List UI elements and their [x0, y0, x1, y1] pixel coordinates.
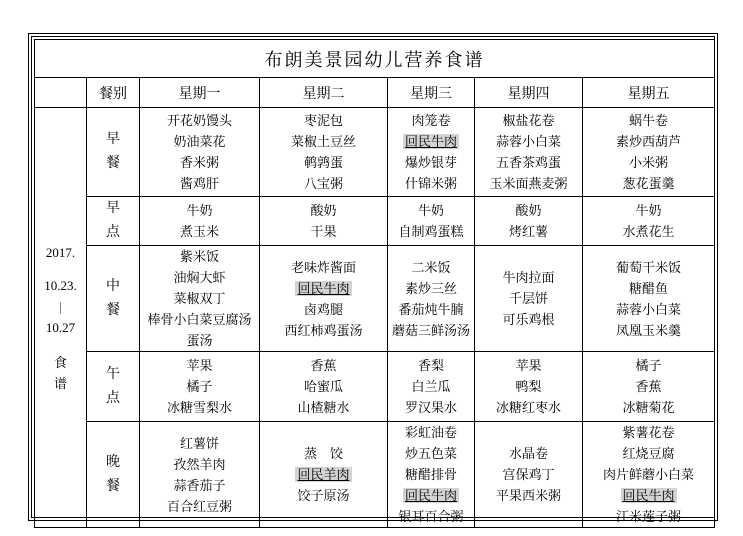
menu-item: 奶油菜花 — [173, 134, 226, 149]
menu-item: 蘑菇三鲜汤汤 — [391, 322, 470, 338]
menu-item — [260, 464, 387, 485]
menu-item: 苹果 — [515, 358, 542, 373]
corner-cell — [35, 78, 87, 108]
menu-item: 素炒三丝 — [404, 280, 457, 296]
menu-item: 香梨 — [417, 358, 444, 373]
menu-item: 哈蜜瓜 — [303, 379, 343, 394]
col-header-tuesday: 星期二 — [260, 78, 388, 108]
menu-cell-lunch-day4 — [475, 246, 583, 352]
menu-row-afternoon-snack — [35, 352, 715, 422]
menu-item-highlighted: 回民牛肉 — [297, 280, 350, 296]
menu-item: 蜗牛卷 — [629, 113, 669, 128]
period-line: 2017. — [45, 244, 76, 260]
menu-item: 香蕉 — [310, 358, 337, 373]
menu-cell-afternoon-snack-day4 — [475, 352, 583, 422]
menu-item: 肉片鲜蘑小白菜 — [603, 467, 695, 482]
menu-item: 葱花蛋羹 — [622, 176, 675, 191]
menu-cell-breakfast-day1 — [140, 108, 260, 197]
menu-item — [260, 278, 387, 299]
header-row — [35, 78, 715, 108]
menu-item: 冰糖雪梨水 — [166, 400, 232, 415]
menu-item: 鹌鹑蛋 — [303, 155, 343, 170]
menu-item: 橘子 — [635, 358, 662, 373]
menu-item-highlighted: 回民牛肉 — [404, 488, 457, 503]
menu-item: 蛋汤 — [186, 333, 213, 348]
meal-label-char: 中 — [106, 278, 120, 294]
menu-cell-breakfast-day5 — [583, 108, 715, 197]
menu-item-highlighted: 回民牛肉 — [622, 488, 675, 503]
meal-label-char: 餐 — [106, 302, 120, 318]
menu-item: 番茄炖牛腩 — [398, 301, 464, 317]
menu-item: 香蕉 — [635, 379, 662, 394]
col-header-wednesday: 星期三 — [388, 78, 475, 108]
menu-item: 椒盐花卷 — [502, 113, 555, 128]
meal-label-afternoon-snack — [87, 352, 140, 422]
menu-item: 小米粥 — [629, 155, 669, 170]
menu-item: 开花奶馒头 — [166, 113, 232, 128]
meal-label-char: 午 — [106, 366, 120, 382]
menu-item: 八宝粥 — [303, 176, 343, 191]
menu-item: 水煮花生 — [622, 224, 675, 239]
menu-item: 蒸 饺 — [303, 446, 343, 461]
menu-item: 肉笼卷 — [411, 113, 451, 128]
menu-item: 宫保鸡丁 — [502, 467, 555, 482]
menu-item: 牛奶 — [635, 203, 662, 218]
menu-item: 孜然羊肉 — [173, 456, 226, 472]
col-header-thursday: 星期四 — [475, 78, 583, 108]
menu-cell-morning-snack-day3 — [388, 197, 475, 246]
menu-item: 素炒西葫芦 — [616, 134, 682, 149]
menu-item: 枣泥包 — [303, 113, 343, 128]
menu-item: 蒜蓉小白菜 — [495, 134, 561, 149]
menu-cell-dinner-day1 — [140, 422, 260, 528]
menu-item: 牛奶 — [186, 203, 213, 218]
menu-item: 银耳百合粥 — [398, 509, 464, 524]
menu-row-morning-snack — [35, 197, 715, 246]
menu-item: 平果西米粥 — [495, 488, 561, 503]
menu-item: 蒜蓉小白菜 — [616, 301, 682, 317]
menu-item: 老味炸酱面 — [290, 259, 356, 275]
menu-cell-dinner-day5 — [583, 422, 715, 528]
page-frame-inner — [31, 36, 715, 524]
menu-item: 什锦米粥 — [404, 176, 457, 191]
menu-item: 红烧豆腐 — [622, 446, 675, 461]
menu-item: 红薯饼 — [179, 435, 219, 451]
menu-item: 罗汉果水 — [404, 400, 457, 415]
page-frame — [28, 33, 718, 524]
menu-item: 炒五色菜 — [404, 446, 457, 461]
meal-label-char: 餐 — [106, 478, 120, 494]
menu-item: 山楂糖水 — [297, 400, 350, 415]
menu-cell-afternoon-snack-day3 — [388, 352, 475, 422]
period-line: 10.23. — [44, 277, 77, 293]
menu-item: 卤鸡腿 — [303, 301, 343, 317]
period-line: 食 — [53, 354, 67, 370]
menu-item: 紫米饭 — [179, 249, 219, 264]
menu-item: 酱鸡肝 — [179, 176, 219, 191]
menu-item: 煮玉米 — [179, 224, 219, 239]
period-line: | — [59, 298, 62, 314]
menu-table — [34, 39, 715, 528]
menu-item: 葡萄干米饭 — [616, 259, 682, 275]
menu-item-highlighted: 回民羊肉 — [297, 467, 350, 482]
menu-item: 蒜香茄子 — [173, 477, 226, 493]
menu-item: 糖醋鱼 — [629, 280, 669, 296]
menu-item: 棒骨小白菜豆腐汤 — [147, 312, 252, 327]
menu-row-lunch — [35, 246, 715, 352]
menu-item: 菜椒土豆丝 — [290, 134, 356, 149]
menu-item: 鸭梨 — [515, 379, 542, 394]
menu-item-highlighted: 回民牛肉 — [404, 134, 457, 149]
menu-item: 冰糖红枣水 — [495, 400, 561, 415]
menu-cell-afternoon-snack-day2 — [260, 352, 388, 422]
menu-cell-morning-snack-day1 — [140, 197, 260, 246]
menu-cell-dinner-day3 — [388, 422, 475, 528]
period-line: 谱 — [53, 375, 67, 391]
menu-cell-breakfast-day2 — [260, 108, 388, 197]
menu-item: 水晶卷 — [508, 446, 548, 461]
menu-item: 烤红薯 — [508, 224, 548, 239]
menu-item: 香米粥 — [179, 155, 219, 170]
menu-item: 江米莲子粥 — [616, 509, 682, 524]
menu-item: 可乐鸡根 — [502, 312, 555, 327]
menu-item: 酸奶 — [310, 203, 337, 218]
menu-cell-lunch-day5 — [583, 246, 715, 352]
meal-label-breakfast — [87, 108, 140, 197]
menu-cell-morning-snack-day2 — [260, 197, 388, 246]
menu-cell-morning-snack-day5 — [583, 197, 715, 246]
meal-label-char: 早 — [106, 132, 120, 147]
col-header-monday: 星期一 — [140, 78, 260, 108]
menu-cell-afternoon-snack-day1 — [140, 352, 260, 422]
menu-item: 干果 — [310, 224, 337, 239]
menu-item: 西红柿鸡蛋汤 — [284, 322, 363, 338]
menu-item: 饺子原汤 — [297, 488, 350, 503]
menu-item: 千层饼 — [508, 291, 548, 306]
menu-cell-lunch-day1 — [140, 246, 260, 352]
menu-item — [388, 131, 474, 152]
menu-item: 油焖大虾 — [173, 270, 226, 285]
menu-item: 苹果 — [186, 358, 213, 373]
menu-row-dinner — [35, 422, 715, 528]
menu-item: 牛肉拉面 — [502, 270, 555, 285]
menu-item: 彩虹油卷 — [404, 425, 457, 440]
menu-cell-lunch-day2 — [260, 246, 388, 352]
menu-item: 糖醋排骨 — [404, 467, 457, 482]
title-row — [35, 40, 715, 78]
menu-item: 凤凰玉米羹 — [616, 322, 682, 338]
menu-cell-breakfast-day3 — [388, 108, 475, 197]
col-header-friday: 星期五 — [583, 78, 715, 108]
menu-item: 自制鸡蛋糕 — [398, 224, 464, 239]
meal-label-char: 点 — [106, 390, 120, 406]
menu-cell-breakfast-day4 — [475, 108, 583, 197]
menu-item: 橘子 — [186, 379, 213, 394]
menu-item: 酸奶 — [515, 203, 542, 218]
menu-cell-dinner-day4 — [475, 422, 583, 528]
menu-item: 百合红豆粥 — [166, 498, 232, 514]
menu-item: 玉米面燕麦粥 — [489, 176, 568, 191]
menu-item — [583, 485, 714, 506]
menu-item: 紫薯花卷 — [622, 425, 675, 440]
menu-item: 菜椒双丁 — [173, 291, 226, 306]
menu-item: 冰糖菊花 — [622, 400, 675, 415]
menu-cell-dinner-day2 — [260, 422, 388, 528]
menu-item: 白兰瓜 — [411, 379, 451, 394]
meal-label-lunch — [87, 246, 140, 352]
page-title: 布朗美景园幼儿营养食谱 — [35, 40, 715, 78]
meal-label-char: 早 — [106, 201, 120, 216]
menu-item: 二米饭 — [411, 259, 451, 275]
col-header-meal: 餐别 — [87, 78, 140, 108]
menu-item: 爆炒银芽 — [404, 155, 457, 170]
menu-cell-lunch-day3 — [388, 246, 475, 352]
meal-label-morning-snack — [87, 197, 140, 246]
meal-label-char: 点 — [106, 225, 120, 240]
menu-row-breakfast — [35, 108, 715, 197]
period-cell — [35, 108, 87, 528]
menu-item — [388, 485, 474, 506]
menu-cell-morning-snack-day4 — [475, 197, 583, 246]
period-line: 10.27 — [45, 319, 76, 335]
menu-item: 五香茶鸡蛋 — [495, 155, 561, 170]
menu-cell-afternoon-snack-day5 — [583, 352, 715, 422]
meal-label-char: 晚 — [106, 454, 120, 470]
meal-label-dinner — [87, 422, 140, 528]
menu-item: 牛奶 — [417, 203, 444, 218]
meal-label-char: 餐 — [106, 156, 120, 171]
